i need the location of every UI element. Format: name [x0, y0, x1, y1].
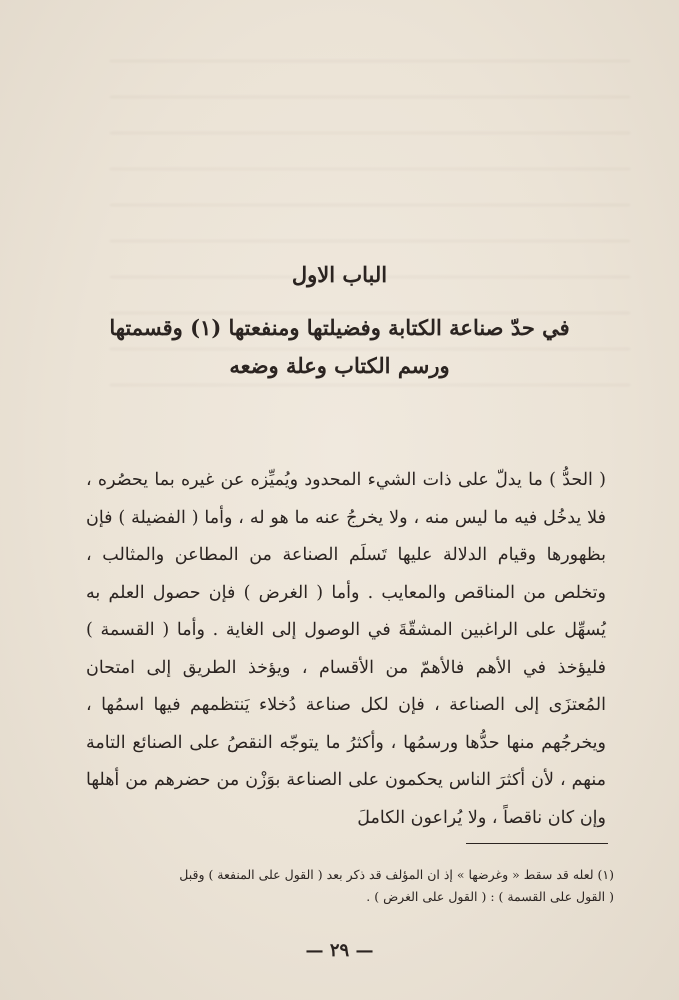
chapter-title-line1: في حدّ صناعة الكتابة وفضيلتها ومنفعتها (١) وقسمتها: [109, 315, 570, 340]
body-paragraph: ( الحدُّ ) ما يدلّ على ذات الشيء المحدود ويُميِّزه عن غيره بما يحصُره ، فلا يدخُل فيه ما ليس منه ، ولا يخرجُ عنه ما هو له ، وأما ( الفضيلة ) فإن بظهورها وقيام الدلالة عليها تَسلَم الصناعة من المطاعن والمثالب ، وتخلص من المناقص والمعايب . وأما ( الغرض ) فإن حصول العلم به يُسهِّل على الراغبين المشقّةَ في الوصول إلى الغاية . وأما ( القسمة ) فليؤخذ في الأهم فالأهمّ من الأقسام ، ويؤخذ الطريق إلى امتحان المُعتزَى إلى الصناعة ، فإن لكل صناعة دُخلاء يَنتظمهم فيها اسمُها ، ويخرجُهم منها حدُّها ورسمُها ، وأكثرُ ما يتوجّه النقصُ على الصنائع التامة منهم ، لأن أكثرَ الناس يحكمون على الصناعة بوَزْن من حضرهم من أهلها وإن كان ناقصاً ، ولا يُراعون الكاملَ: [86, 470, 606, 828]
chapter-heading: [0, 262, 679, 385]
chapter-title-line2: ورسم الكتاب وعلة وضعه: [229, 353, 450, 378]
body-text: [86, 462, 606, 837]
footnote-line2: ( القول على القسمة ) : ( القول على الغرض ) .: [366, 889, 614, 904]
footnote: [84, 864, 614, 908]
chapter-label: الباب الاول: [291, 262, 388, 287]
footnote-rule: [466, 843, 608, 844]
footnote-line1: (١) لعله قد سقط « وغرضها » إذ ان المؤلف قد ذكر بعد ( القول على المنفعة ) وقبل: [179, 867, 614, 882]
page-number: — ٢٩ —: [305, 940, 374, 961]
